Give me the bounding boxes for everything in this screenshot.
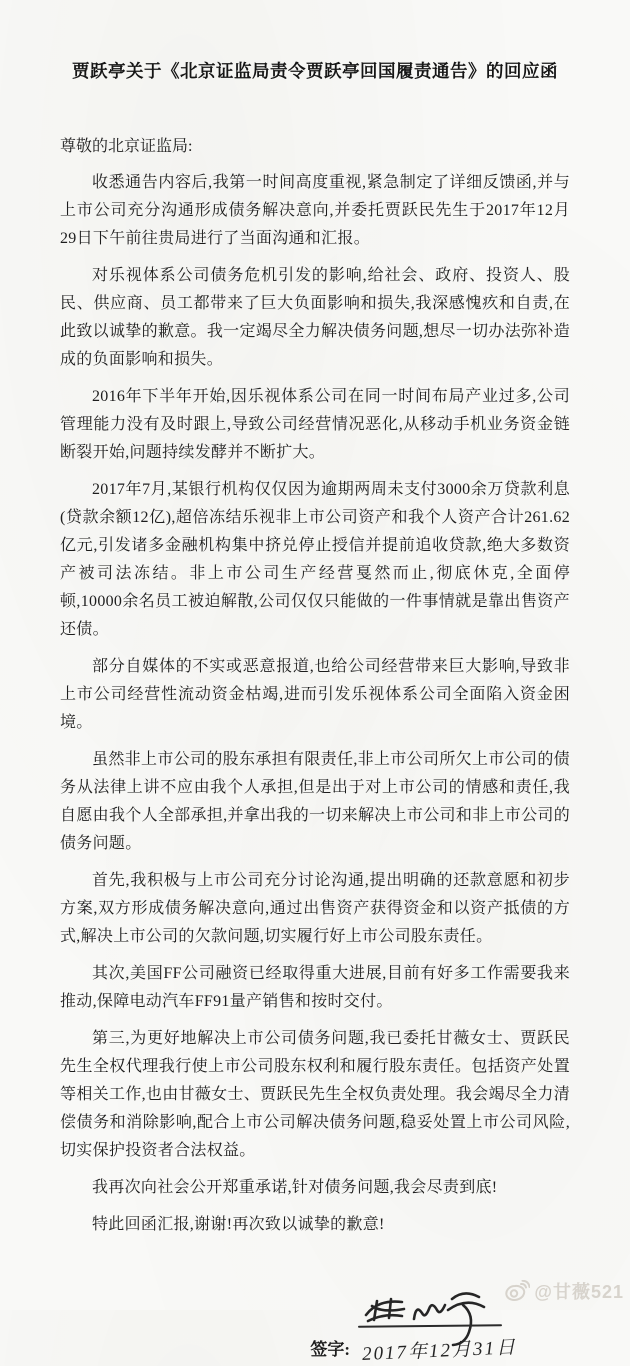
- watermark-username: @甘薇521: [534, 1282, 624, 1302]
- body-paragraph: 2016年下半年开始,因乐视体系公司在同一时间布局产业过多,公司管理能力没有及时跟上,导致公司经营情况恶化,从移动手机业务资金链断裂开始,问题持续发酵并不断扩大。: [60, 388, 570, 461]
- body-paragraph: 收悉通告内容后,我第一时间高度重视,紧急制定了详细反馈函,并与上市公司充分沟通形成债务解决意向,并委托贾跃民先生于2017年12月29日下午前往贵局进行了当面沟通和汇报。: [60, 174, 570, 247]
- body-paragraph: 其次,美国FF公司融资已经取得重大进展,目前有好多工作需要我来推动,保障电动汽车FF91量产销售和按时交付。: [60, 965, 570, 1010]
- body-paragraph: 首先,我积极与上市公司充分讨论沟通,提出明确的还款意愿和初步方案,双方形成债务解决意向,通过出售资产获得资金和以资产抵债的方式,解决上市公司的欠款问题,切实履行好上市公司股东责任。: [60, 872, 570, 945]
- signature-date: 2017年12月31日: [361, 1337, 518, 1365]
- salutation: 尊敬的北京证监局:: [60, 138, 193, 155]
- body-paragraph: 2017年7月,某银行机构仅仅因为逾期两周未支付3000余万贷款利息(贷款余额12亿),超倍冻结乐视非上市公司资产和我个人资产合计261.62亿元,引发诸多金融机构集中挤兑停止授信并提前追收贷款,绝大多数资产被司法冻结。非上市公司生产经营戛然而止,彻底休克,全面停顿,10000余名员工被迫解散,公司仅仅只能做的一件事情就是靠出售资产还债。: [60, 481, 570, 638]
- page-title: 贾跃亭关于《北京证监局责令贾跃亭回国履责通告》的回应函: [72, 61, 558, 81]
- signature-label: 签字:: [310, 1340, 350, 1359]
- body-paragraph: 虽然非上市公司的股东承担有限责任,非上市公司所欠上市公司的债务从法律上讲不应由我个人承担,但是出于对上市公司的情感和责任,我自愿由我个人全部承担,并拿出我的一切来解决上市公司和非上市公司的债务问题。: [60, 751, 570, 852]
- body-paragraph: 特此回函汇报,谢谢!再次致以诚挚的歉意!: [92, 1216, 385, 1233]
- weibo-icon: [504, 1280, 530, 1302]
- watermark: [504, 1278, 624, 1304]
- body-paragraph: 部分自媒体的不实或恶意报道,也给公司经营带来巨大影响,导致非上市公司经营性流动资金枯竭,进而引发乐视体系公司全面陷入资金困境。: [60, 658, 570, 731]
- body-paragraph: 我再次向社会公开郑重承诺,针对债务问题,我会尽责到底!: [92, 1179, 498, 1196]
- body-paragraph: 第三,为更好地解决上市公司债务问题,我已委托甘薇女士、贾跃民先生全权代理我行使上市公司股东权利和履行股东责任。包括资产处置等相关工作,也由甘薇女士、贾跃民先生全权负责处理。我会竭尽全力清偿债务和消除影响,配合上市公司解决债务问题,稳妥处置上市公司风险,切实保护投资者合法权益。: [60, 1030, 570, 1159]
- signature-area: [358, 1279, 518, 1366]
- body-paragraph: 对乐视体系公司债务危机引发的影响,给社会、政府、投资人、股民、供应商、员工都带来了巨大负面影响和损失,我深感愧疚和自责,在此致以诚挚的歉意。我一定竭尽全力解决债务问题,想尽一切办法弥补造成的负面影响和损失。: [60, 267, 570, 368]
- signature-block: [60, 1279, 570, 1366]
